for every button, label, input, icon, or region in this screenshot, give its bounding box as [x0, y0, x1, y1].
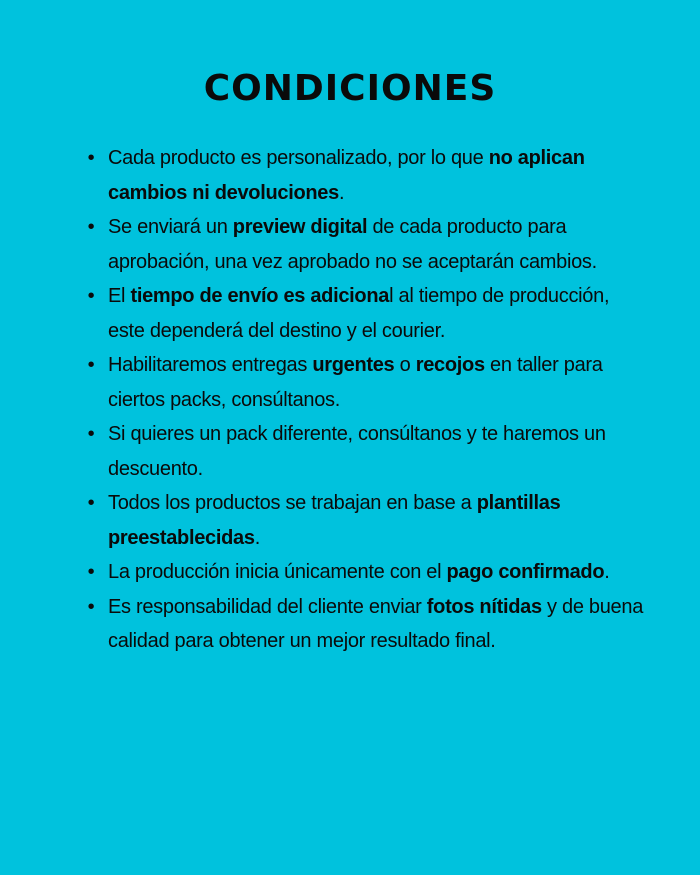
bullet-icon: • — [87, 354, 95, 376]
page-title: CONDICIONES — [203, 68, 497, 109]
condition-item — [86, 210, 646, 279]
bullet-icon: • — [87, 595, 95, 618]
condition-text: y de buena calidad para obtener un mejor resultado final. — [108, 595, 644, 652]
condition-emphasis: recojos — [415, 354, 485, 376]
condition-text: Habilitaremos entregas — [108, 354, 313, 376]
condition-item — [86, 141, 646, 210]
condition-emphasis: no aplican cambios ni devoluciones — [108, 147, 585, 204]
condition-emphasis: fotos nítidas — [426, 595, 542, 618]
condition-item — [86, 555, 646, 590]
condition-emphasis: preview digital — [232, 216, 368, 238]
bullet-icon: • — [87, 285, 95, 307]
condition-text: Se enviará un — [108, 216, 233, 238]
condition-text: Todos los productos se trabajan en base a — [108, 492, 477, 514]
condition-text: . — [338, 181, 345, 204]
condition-emphasis: pago confirmado — [446, 561, 605, 583]
condition-text: en taller para ciertos packs, consúltanos. — [108, 354, 603, 411]
bullet-icon: • — [87, 492, 95, 514]
conditions-list — [86, 141, 646, 659]
condition-text: o — [394, 354, 416, 376]
condition-item — [86, 417, 646, 486]
condition-text: Cada producto es personalizado, por lo que — [108, 147, 489, 169]
condition-text: Es responsabilidad del cliente enviar — [108, 595, 427, 618]
bullet-icon: • — [87, 423, 95, 445]
condition-text: Si quieres un pack diferente, consúltanos y te haremos un descuento. — [108, 423, 606, 480]
condition-text: l al tiempo de producción, este dependerá del destino y el courier. — [108, 285, 610, 342]
bullet-icon: • — [87, 216, 95, 238]
bullet-icon: • — [87, 561, 95, 583]
condition-text: de cada producto para aprobación, una vez aprobado no se aceptarán cambios. — [108, 216, 597, 273]
bullet-icon: • — [87, 147, 95, 169]
condition-item — [86, 279, 646, 348]
condition-item — [86, 486, 646, 555]
condition-emphasis: urgentes — [312, 354, 395, 376]
condition-text: . — [604, 561, 610, 583]
condition-emphasis: tiempo de envío es adiciona — [130, 285, 390, 307]
condition-item — [86, 348, 646, 417]
condition-text: La producción inicia únicamente con el — [108, 561, 447, 583]
condition-emphasis: plantillas preestablecidas — [108, 492, 561, 549]
condition-text: El — [108, 285, 131, 307]
condition-item — [86, 590, 646, 659]
condition-text: . — [254, 526, 260, 549]
